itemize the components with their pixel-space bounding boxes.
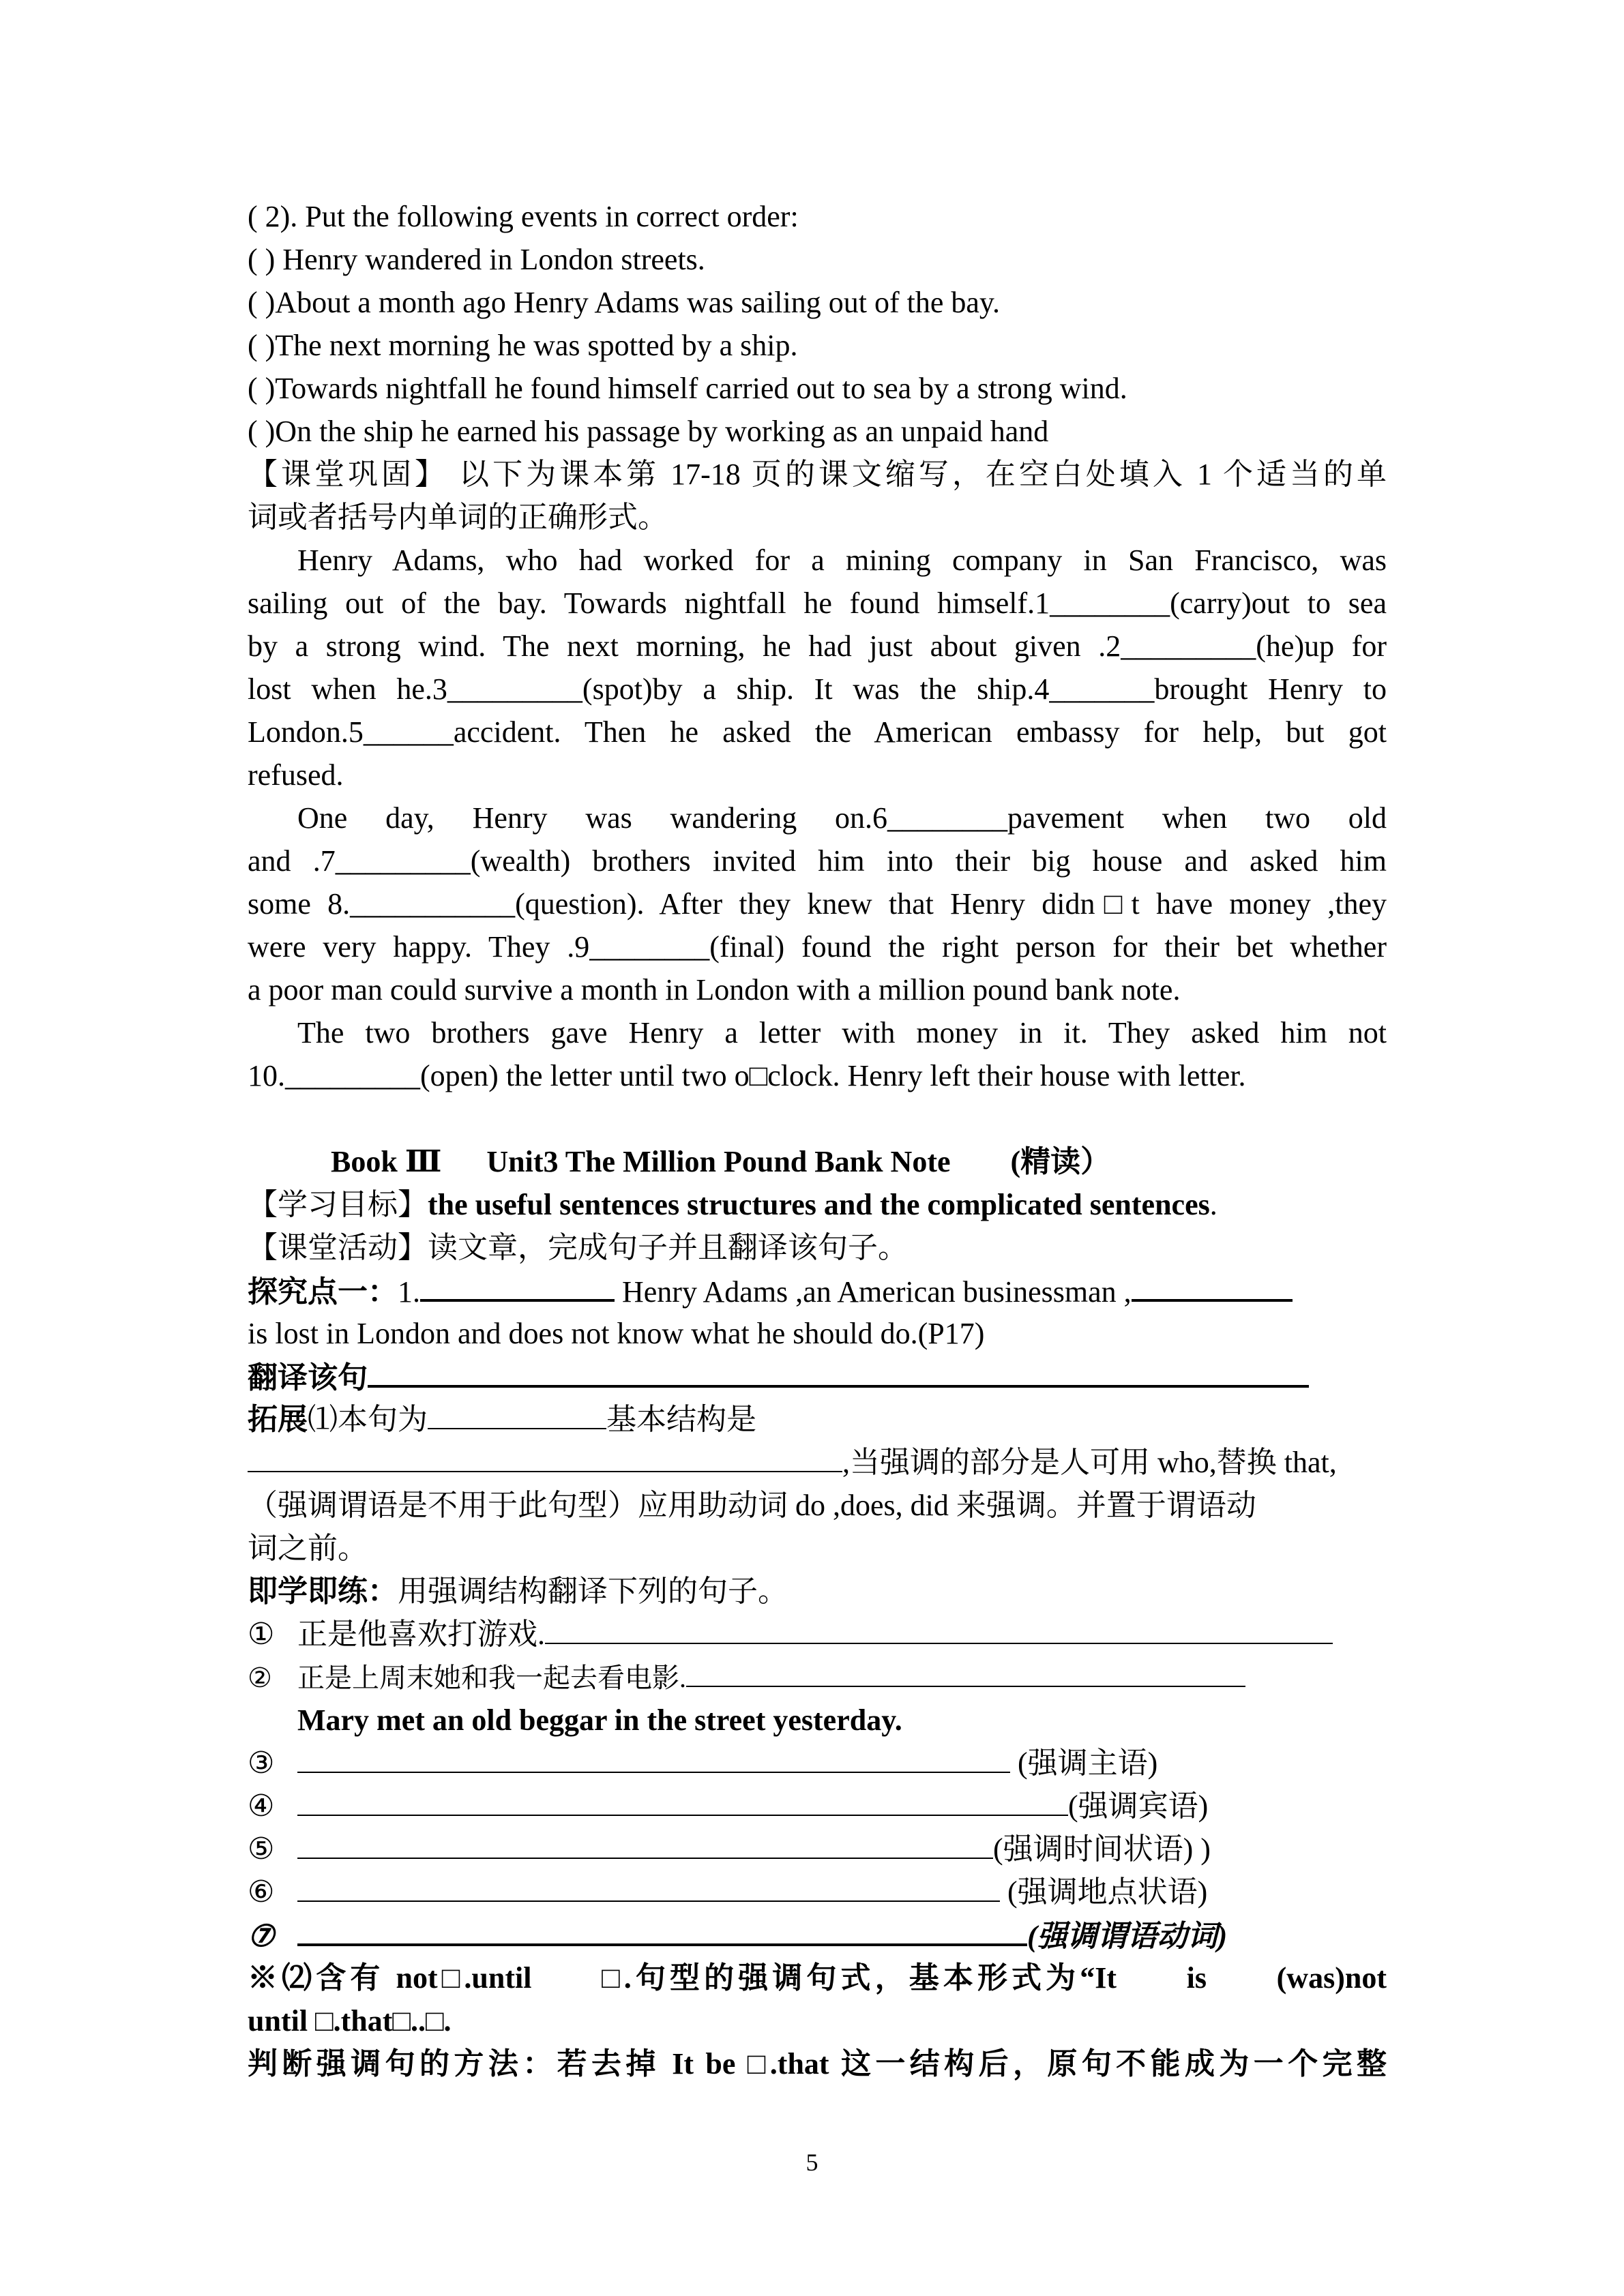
learning-goal: 【学习目标】the useful sentences structures and the complicated sentences. [248,1188,1217,1221]
cloze-p2-line2: and .7_________(wealth) brothers invited him into their big house and asked him [248,844,1387,878]
order-event-5: ( )On the ship he earned his passage by working as an unpaid hand [248,415,1049,448]
extend-line3: （强调谓语是不用于此句型）应用助动词 do ,does, did 来强调。并置于谓语动 [248,1489,1256,1522]
answer-blank[interactable] [297,1913,1027,1946]
translate-label: 翻译该句 [248,1361,368,1395]
answer-blank[interactable] [297,1828,993,1859]
note-line1: ※⑵含有 not□.until □.句型的强调句式，基本形式为“It is (was)not [248,1961,1387,1995]
extend-label: 拓展 [248,1403,308,1436]
extend-line2: ,当强调的部分是人可用 who,替换 that, [248,1441,1387,1484]
extend-line1: 拓展⑴本句为 基本结构是 [248,1398,1387,1441]
activity-text: 读文章，完成句子并且翻译该句子。 [428,1231,908,1264]
cloze-p2-line3: some 8.___________(question). After they knew that Henry didn□t have money ,they [248,887,1387,921]
cloze-p2-line1: One day, Henry was wandering on.6________pavement when two old [297,801,1387,835]
practice-q4: ④ (强调宾语) [248,1785,1387,1828]
consolidation-heading: 【课堂巩固】 [248,458,449,491]
practice-q3: ③ (强调主语) [248,1742,1387,1785]
cloze-p2-line4: were very happy. They .9________(final) found the right person for their bet whether [248,930,1387,964]
order-event-2: ( )About a month ago Henry Adams was sailing out of the bay. [248,286,1001,319]
goal-label: 【学习目标】 [248,1188,428,1221]
practice-q2: ② 正是上周末她和我一起去看电影. [248,1656,1387,1699]
practice-sentence: Mary met an old beggar in the street yesterday. [297,1703,902,1737]
answer-blank[interactable] [1132,1269,1293,1302]
practice-q6: ⑥ (强调地点状语) [248,1870,1387,1913]
cloze-p1-line3: by a strong wind. The next morning, he had just about given .2_________(he)up for [248,629,1387,663]
cloze-p1-line4: lost when he.3_________(spot)by a ship. It was the ship.4_______brought Henry to [248,672,1387,706]
consolidation-intro-text: 以下为课本第 17-18 页的课文缩写，在空白处填入 1 个适当的单 [459,458,1387,491]
cloze-p1-line2: sailing out of the bay. Towards nightfall he found himself.1________(carry)out to sea [248,586,1387,620]
practice-q7: ⑦ (强调谓语动词) [248,1913,1387,1956]
consolidation-intro [248,453,1387,496]
translate-row [248,1355,1387,1398]
order-task-title: ( 2). Put the following events in correct order: [248,200,799,233]
answer-blank[interactable] [420,1269,615,1302]
activity-label: 【课堂活动】 [248,1231,428,1264]
answer-blank[interactable] [297,1742,1010,1773]
cloze-p1-line5: London.5______accident. Then he asked the American embassy for help, but got [248,715,1387,749]
translation-blank[interactable] [368,1355,1309,1388]
page-number: 5 [806,2149,818,2176]
note-line2: until □.that□..□. [248,2004,452,2038]
practice-q1: ① 正是他喜欢打游戏. [248,1613,1387,1656]
practice-intro: 即学即练：用强调结构翻译下列的句子。 [248,1575,788,1608]
judge-line: 判断强调句的方法：若去掉 It be □.that 这一结构后，原句不能成为一个完整 [248,2047,1387,2081]
order-event-3: ( )The next morning he was spotted by a ship. [248,329,798,362]
class-activity [248,1226,1387,1269]
consolidation-intro-line2: 词或者括号内单词的正确形式。 [248,501,668,534]
answer-blank[interactable] [297,1870,1000,1902]
point1-line2: is lost in London and does not know what he should do.(P17) [248,1317,985,1350]
unit-title: Book Ⅲ Unit3 The Million Pound Bank Note (精读） [331,1145,1111,1178]
point1-label: 探究点一： [248,1275,398,1309]
cloze-p1-line6: refused. [248,758,344,792]
practice-label: 即学即练： [248,1575,398,1608]
cloze-p3-line1: The two brothers gave Henry a letter with money in it. They asked him not [297,1016,1387,1049]
answer-blank[interactable] [297,1785,1068,1816]
answer-blank[interactable] [686,1656,1245,1687]
section-gap [248,1097,1387,1140]
answer-blank[interactable] [248,1441,842,1472]
cloze-p1-line1: Henry Adams, who had worked for a mining company in San Francisco, was [297,543,1387,577]
point1-line1: 探究点一：1. Henry Adams ,an American businessman , [248,1269,1387,1312]
order-event-4: ( )Towards nightfall he found himself carried out to sea by a strong wind. [248,372,1127,405]
practice-q5: ⑤ (强调时间状语) ) [248,1828,1387,1870]
cloze-p2-line5: a poor man could survive a month in London with a million pound bank note. [248,973,1181,1007]
answer-blank[interactable] [545,1613,1333,1644]
document-page [248,195,1387,2085]
answer-blank[interactable] [428,1398,606,1429]
goal-text: the useful sentences structures and the complicated sentences [428,1188,1210,1221]
cloze-p3-line2: 10._________(open) the letter until two o□clock. Henry left their house with letter. [248,1059,1246,1092]
order-event-1: ( ) Henry wandered in London streets. [248,243,705,276]
extend-line4: 词之前。 [248,1532,368,1565]
